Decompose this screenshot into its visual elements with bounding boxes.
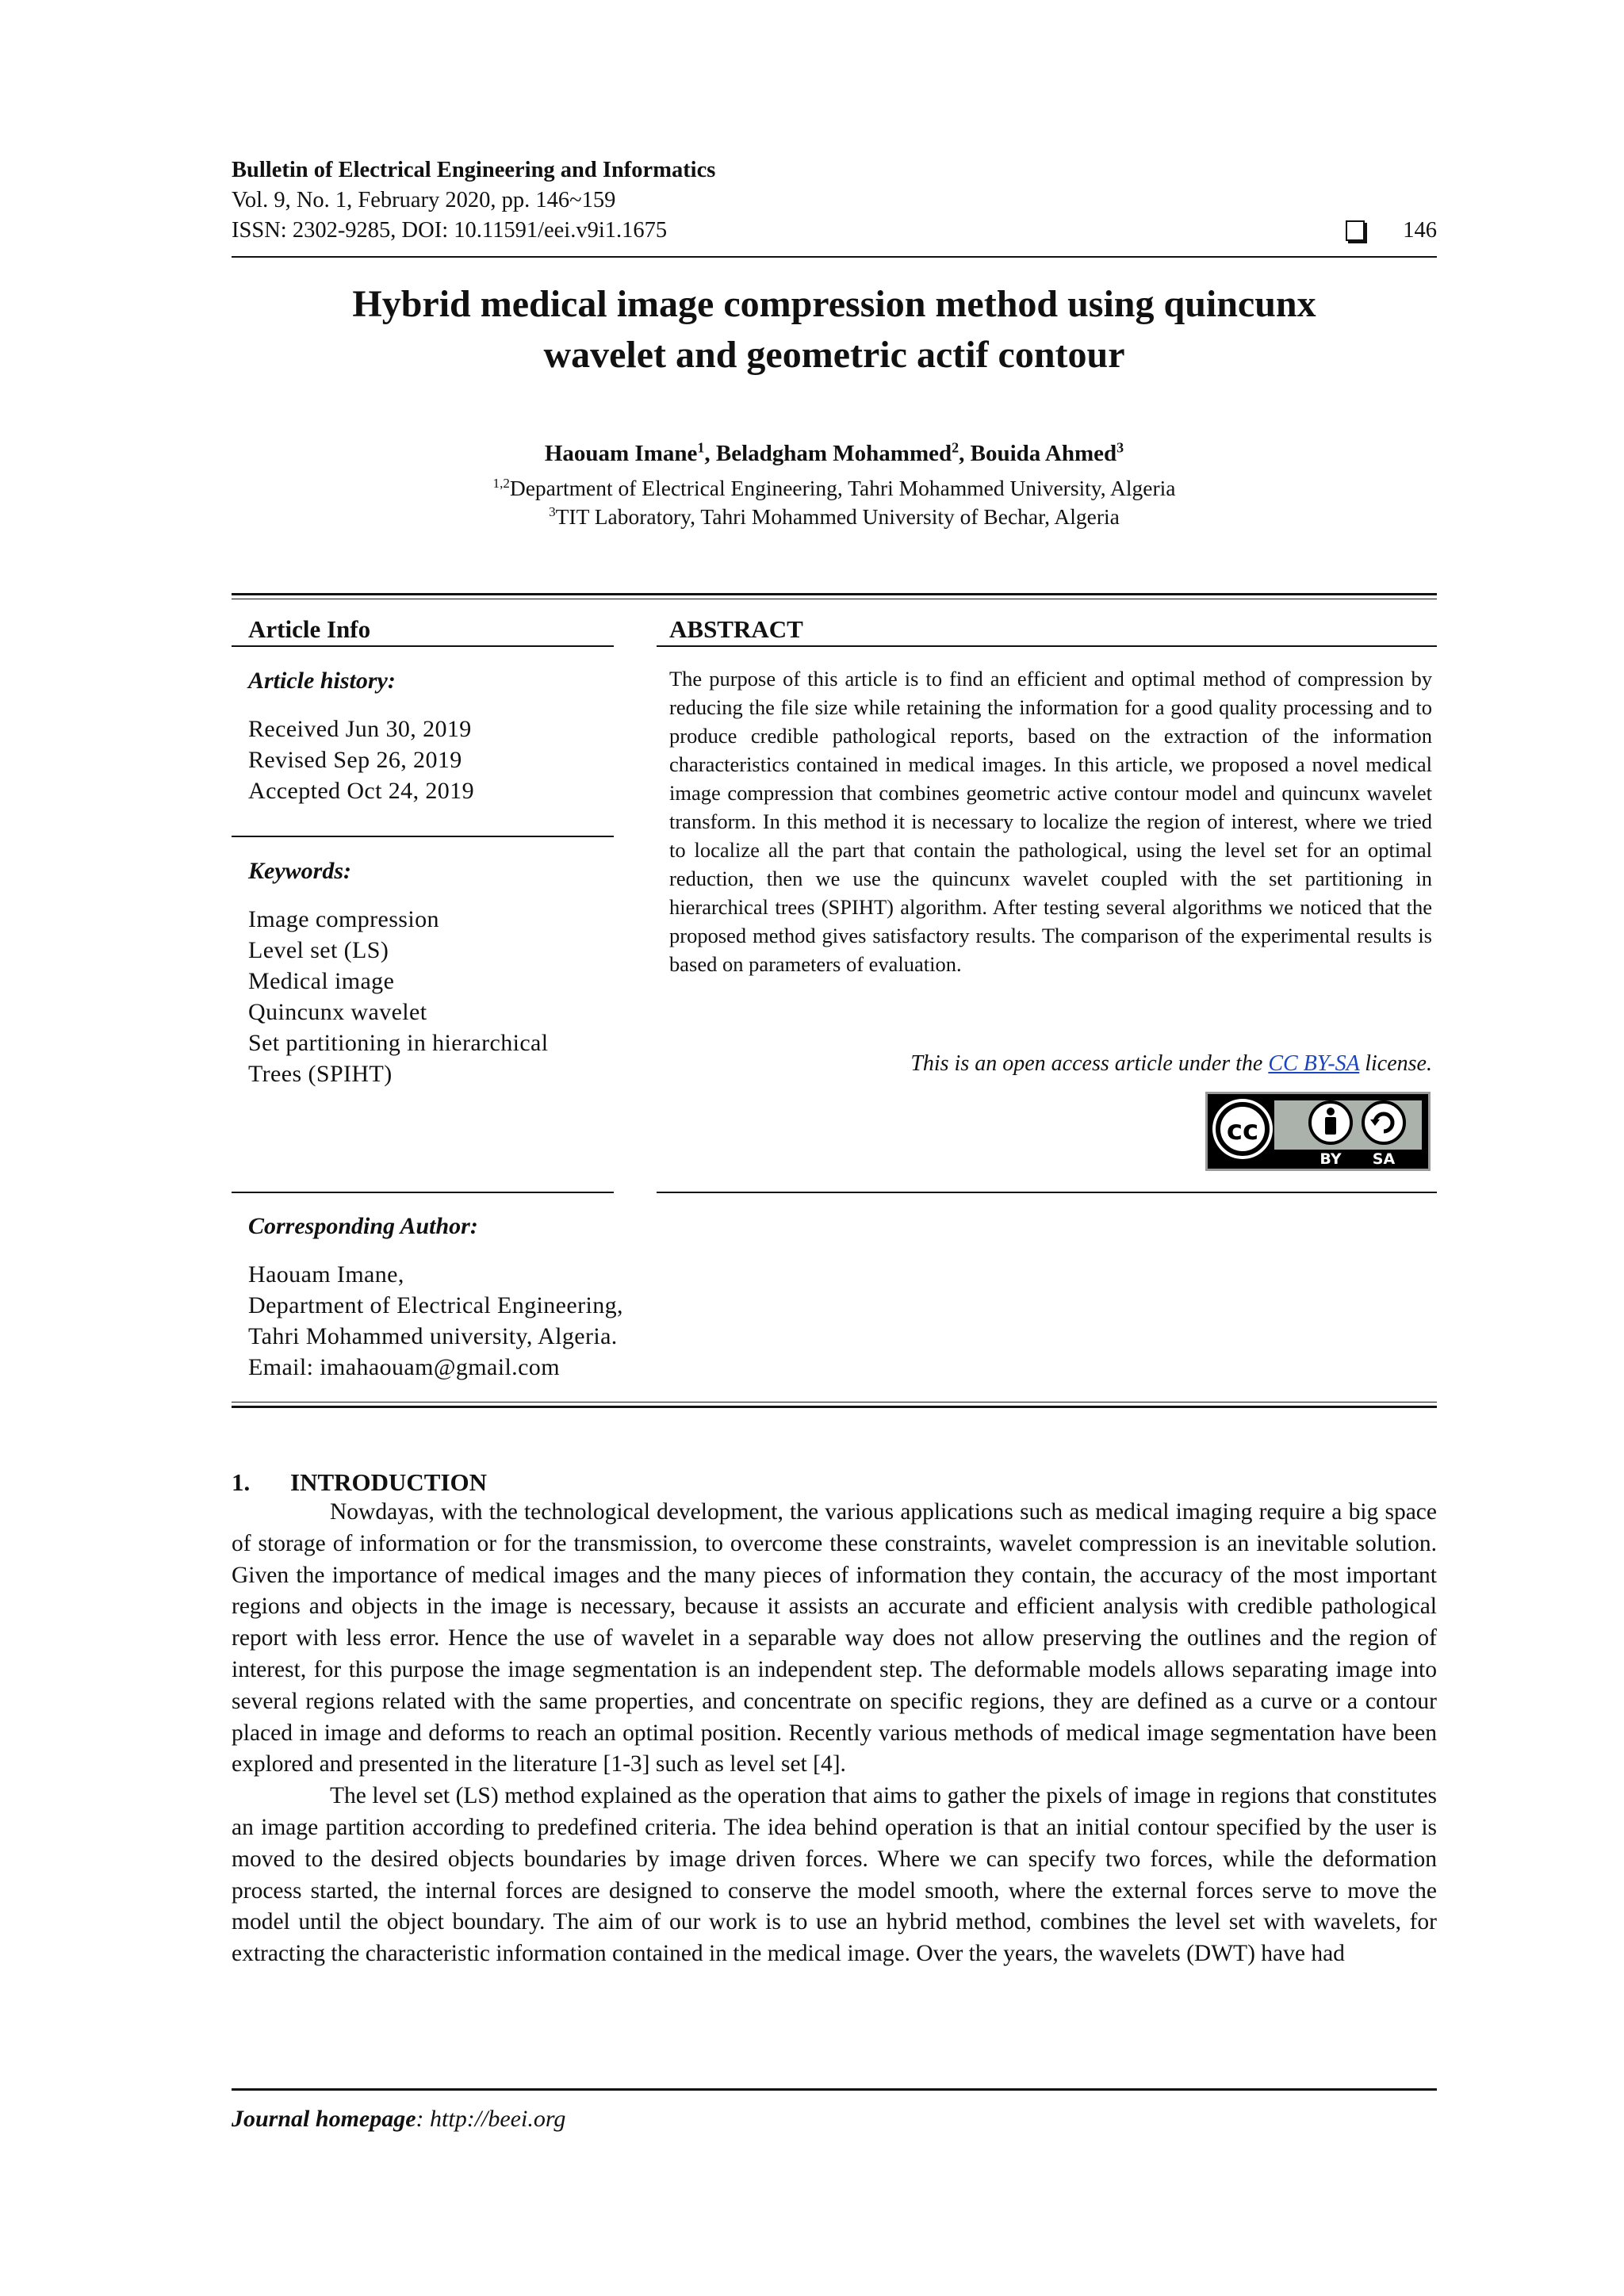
issn-line: ISSN: 2302-9285, DOI: 10.11591/eei.v9i1.1675 [232,218,668,243]
section-number: 1. [232,1468,251,1496]
page-number: 146 [1403,218,1437,243]
article-info-heading: Article Info [248,615,371,643]
abstract-rule [657,645,1437,647]
journal-name: Bulletin of Electrical Engineering and Informatics [232,158,716,182]
author-sup: 3 [1116,439,1124,456]
history-item: Accepted Oct 24, 2019 [248,778,474,804]
keyword-item: Medical image [248,968,395,994]
intro-body [232,1497,1437,1970]
cc-by-sa-logo-icon [1208,1094,1428,1169]
affiliation-sup: 1,2 [492,475,510,491]
affiliation-text: TIT Laboratory, Tahri Mohammed University of Bechar, Algeria [555,504,1120,529]
badge-sa-text: SA [1372,1150,1396,1168]
keyword-item: Set partitioning in hierarchical [248,1030,549,1056]
corresponding-rule [232,1192,614,1193]
keywords-list [248,904,549,1089]
abstract-text: The purpose of this article is to find an efficient and optimal method of compression by reducing the file size while retaining the information for a good quality processing and to produce credible pathological reports, based on the extraction of the information characteristics contained in medical images. In this article, we proposed a novel medical image compression that combines geometric active contour model and quincunx wavelet transform. In this method it is necessary to localize the region of interest, where we tried to localize all the part that contain the pathological, using the level set for an optimal reduction, then we use the quincunx wavelet coupled with the set partitioning in hierarchical trees (SPIHT) algorithm. After testing several algorithms we noticed that the proposed method gives satisfactory results. The comparison of the experimental results is based on parameters of evaluation. [669,667,1432,976]
cc-by-sa-badge[interactable] [1205,1092,1431,1171]
author-name: Bouida Ahmed [970,441,1117,466]
abstract-bottom-rule [657,1192,1437,1193]
abstract-heading: ABSTRACT [669,615,803,643]
author-name: Haouam Imane [544,441,698,466]
intro-heading [232,1468,487,1497]
homepage-colon: : [416,2106,431,2132]
homepage-url[interactable]: http://beei.org [430,2106,566,2132]
article-history-list [248,714,474,806]
title-line-1: Hybrid medical image compression method using quincunx [352,283,1316,325]
homepage-label: Journal homepage [232,2106,416,2132]
corresponding-line: Department of Electrical Engineering, [248,1292,623,1318]
issn-row [232,216,1437,246]
journal-header [232,155,1437,246]
paper-title [232,279,1437,381]
article-history-heading: Article history: [248,668,396,694]
corresponding-line: Haouam Imane, [248,1261,404,1288]
infobox-top-rule [232,593,1437,595]
history-item: Revised Sep 26, 2019 [248,747,462,773]
affiliation [232,476,1437,501]
section-title: INTRODUCTION [290,1468,488,1496]
keywords-heading: Keywords: [248,858,351,884]
license-prefix: This is an open access article under the [910,1051,1269,1076]
affiliation [232,504,1437,530]
license-line [669,1051,1432,1077]
keywords-rule [232,836,614,837]
intro-paragraph: Nowdayas, with the technological development, the various applications such as medical imaging require a big space of storage of information or for the transmission, to overcome these constraints, wavelet compression is an inevitable solution. Given the importance of medical images and the many pieces of information they contain, the accuracy of the most important regions and objects in the image is necessary, because it assists an accurate and efficient analysis with credible pathological report with less error. Hence the use of wavelet in a separable way does not allow preserving the outlines and the region of interest, for this purpose the image segmentation is an independent step. The deformable models allows separating image into several regions related with the same properties, and concentrate on specific regions, they are defined as a curve or a contour placed in image and deforms to reach an optimal position. Recently various methods of medical image segmentation have been explored and presented in the literature [1-3] such as level set [4]. [232,1499,1437,1777]
journal-homepage [232,2106,565,2133]
keyword-item: Image compression [248,906,439,932]
license-suffix: license. [1359,1051,1432,1076]
corresponding-email: Email: imahaouam@gmail.com [248,1354,560,1380]
keyword-item: Trees (SPIHT) [248,1061,393,1087]
author-separator: , [959,441,971,466]
corresponding-details [248,1259,623,1383]
affiliation-sup: 3 [549,503,556,519]
keyword-item: Level set (LS) [248,937,389,963]
header-rule [232,256,1437,258]
corresponding-heading: Corresponding Author: [248,1213,478,1239]
infobox-bottom-rule [232,1406,1437,1408]
badge-by-text: BY [1320,1150,1342,1168]
author-name: Beladgham Mohammed [715,441,952,466]
keyword-item: Quincunx wavelet [248,999,427,1025]
footer-rule [232,2088,1437,2091]
checkbox-square-icon [1346,220,1365,241]
affiliation-text: Department of Electrical Engineering, Tahri Mohammed University, Algeria [509,476,1176,500]
history-item: Received Jun 30, 2019 [248,716,472,742]
author-separator: , [704,441,716,466]
badge-cc-text: cc [1226,1115,1259,1146]
volume-line: Vol. 9, No. 1, February 2020, pp. 146~159 [232,188,616,212]
author-sup: 2 [952,439,959,456]
page-number-group [1346,216,1437,246]
title-line-2: wavelet and geometric actif contour [543,334,1125,376]
author-list [232,441,1437,467]
author-sup: 1 [697,439,705,456]
intro-paragraph: The level set (LS) method explained as the operation that aims to gather the pixels of image in regions that constitutes an image partition according to predefined criteria. The idea behind operation is that an initial contour specified by the user is moved to the desired objects boundaries by image driven forces. Where we can specify two forces, while the deformation process started, the internal forces are designed to conserve the model smooth, where the external forces serve to move the model until the object boundary. The aim of our work is to use an hybrid method, combines the level set with wavelets, for extracting the characteristic information contained in the medical image. Over the years, the wavelets (DWT) have had [232,1783,1437,1967]
article-info-rule [232,645,614,647]
cc-by-sa-link[interactable]: CC BY-SA [1268,1051,1360,1076]
corresponding-line: Tahri Mohammed university, Algeria. [248,1323,618,1349]
